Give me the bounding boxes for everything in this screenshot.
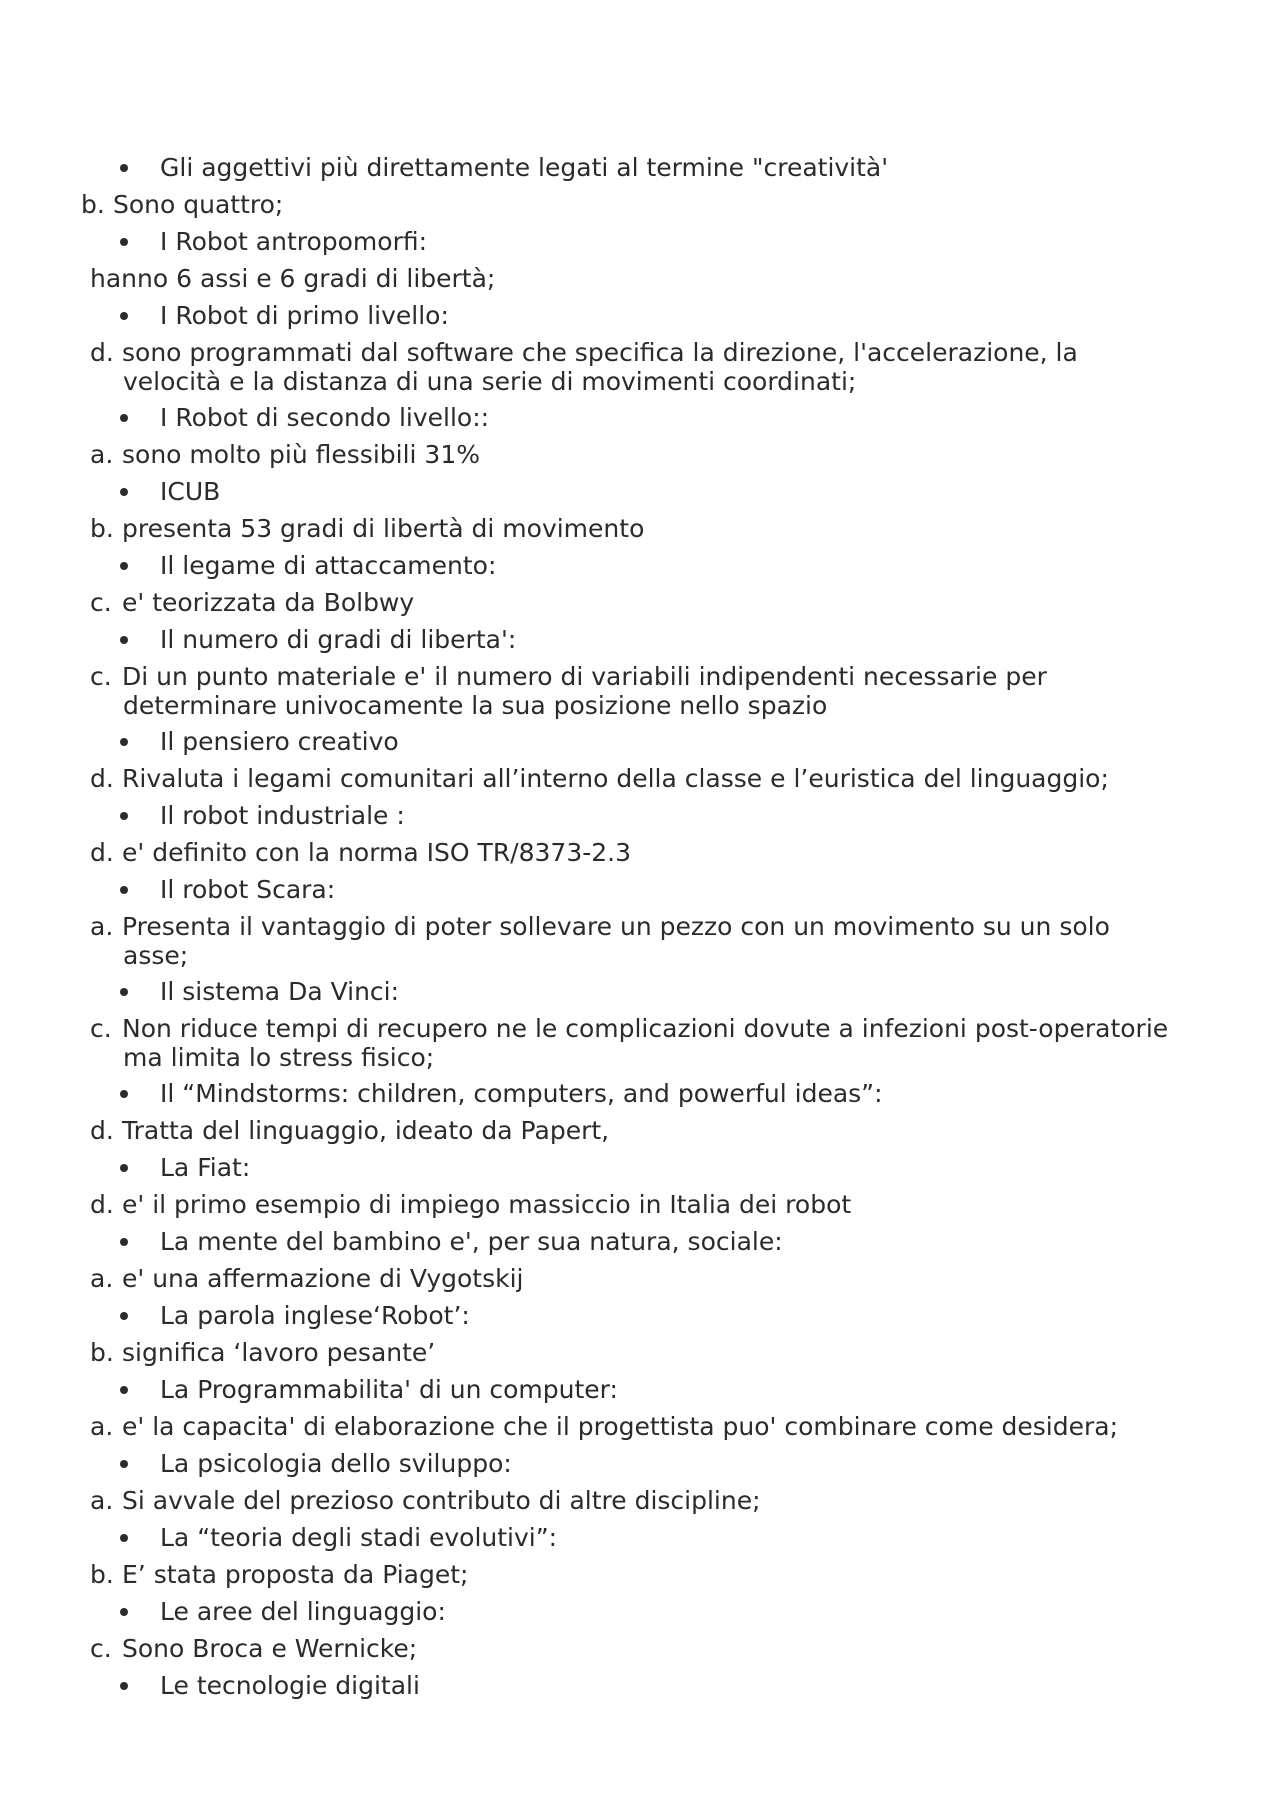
bullet-icon [120,1386,128,1394]
question-text: Le aree del linguaggio: [160,1597,446,1626]
bullet-icon [120,562,128,570]
answer-continuation: velocità e la distanza di una serie di movimenti coordinati; [123,367,857,396]
question-text: Il robot industriale : [160,801,405,830]
answer-text: E’ stata proposta da Piaget; [122,1560,469,1589]
answer-text: e' una affermazione di Vygotskij [122,1264,524,1293]
answer-item [90,440,480,469]
answer-letter: c. [90,1634,112,1663]
question-text: Il numero di gradi di liberta': [160,625,517,654]
answer-text: e' il primo esempio di impiego massiccio in Italia dei robot [122,1190,852,1219]
answer-text: Sono quattro; [113,190,284,219]
answer-text: Tratta del linguaggio, ideato da Papert, [122,1116,610,1145]
bullet-icon [120,488,128,496]
answer-item [90,662,1047,720]
answer-text: significa ‘lavoro pesante’ [122,1338,436,1367]
bullet-icon [120,738,128,746]
bullet-icon [120,812,128,820]
answer-letter: d. [90,764,114,793]
answer-item [90,1560,468,1589]
answer-letter: d. [90,838,114,867]
answer-text: sono molto più flessibili 31% [122,440,480,469]
question-text: Il “Mindstorms: children, computers, and powerful ideas”: [160,1079,883,1108]
answer-text: e' teorizzata da Bolbwy [122,588,415,617]
answer-text-plain: hanno 6 assi e 6 gradi di libertà; [90,264,496,293]
answer-letter: a. [90,440,114,469]
answer-item [81,190,283,219]
answer-letter: b. [81,190,105,219]
question-text: Il robot Scara: [160,875,336,904]
answer-item [90,1338,435,1367]
answer-letter: c. [90,1014,112,1043]
answer-continuation: determinare univocamente la sua posizione nello spazio [123,691,828,720]
answer-item [90,1264,523,1293]
question-text: Il sistema Da Vinci: [160,977,400,1006]
question-text: Il legame di attaccamento: [160,551,497,580]
answer-item [90,1486,761,1515]
answer-letter: a. [90,912,114,941]
answer-letter: c. [90,662,112,691]
bullet-icon [120,886,128,894]
answer-text: Sono Broca e Wernicke; [122,1634,418,1663]
question-text: La psicologia dello sviluppo: [160,1449,512,1478]
question-text: La Programmabilita' di un computer: [160,1375,618,1404]
bullet-icon [120,1090,128,1098]
answer-item [90,1116,609,1145]
bullet-icon [120,312,128,320]
answer-letter: a. [90,1486,114,1515]
answer-text: Presenta il vantaggio di poter sollevare un pezzo con un movimento su un solo [122,912,1110,941]
question-text: La mente del bambino e', per sua natura, sociale: [160,1227,783,1256]
question-text: La “teoria degli stadi evolutivi”: [160,1523,558,1552]
question-text: Gli aggettivi più direttamente legati al termine "creatività' [160,153,889,182]
answer-item [90,1412,1118,1441]
answer-text: Di un punto materiale e' il numero di variabili indipendenti necessarie per [122,662,1047,691]
answer-text: Rivaluta i legami comunitari all’interno della classe e l’euristica del linguaggio; [122,764,1109,793]
answer-text: Si avvale del prezioso contributo di altre discipline; [122,1486,761,1515]
question-text: I Robot di secondo livello:: [160,403,490,432]
answer-item [90,838,631,867]
question-text: ICUB [160,477,221,506]
bullet-icon [120,1164,128,1172]
question-text: Il pensiero creativo [160,727,399,756]
answer-letter: a. [90,1412,114,1441]
answer-item [90,588,414,617]
bullet-icon [120,238,128,246]
answer-letter: a. [90,1264,114,1293]
answer-text: e' la capacita' di elaborazione che il progettista puo' combinare come desidera; [122,1412,1119,1441]
answer-letter: b. [90,514,114,543]
answer-letter: b. [90,1338,114,1367]
answer-item [90,338,1078,396]
answer-letter: b. [90,1560,114,1589]
answer-text: Non riduce tempi di recupero ne le complicazioni dovute a infezioni post-operatorie [122,1014,1169,1043]
bullet-icon [120,1460,128,1468]
answer-letter: d. [90,1190,114,1219]
answer-text: sono programmati dal software che specifica la direzione, l'accelerazione, la [122,338,1078,367]
answer-letter: c. [90,588,112,617]
answer-item [90,1190,851,1219]
answer-item [90,1634,417,1663]
bullet-icon [120,1312,128,1320]
bullet-icon [120,1238,128,1246]
answer-item [90,912,1110,970]
question-text: La parola inglese‘Robot’: [160,1301,470,1330]
answer-item [90,1014,1169,1072]
answer-text: e' definito con la norma ISO TR/8373-2.3 [122,838,632,867]
bullet-icon [120,164,128,172]
question-text: Le tecnologie digitali [160,1671,420,1700]
question-text: I Robot antropomorfi: [160,227,428,256]
bullet-icon [120,1534,128,1542]
bullet-icon [120,414,128,422]
bullet-icon [120,1682,128,1690]
answer-text: presenta 53 gradi di libertà di movimento [122,514,645,543]
answer-continuation: asse; [123,941,189,970]
answer-item [90,514,644,543]
bullet-icon [120,1608,128,1616]
answer-continuation: ma limita lo stress fisico; [123,1043,435,1072]
question-text: La Fiat: [160,1153,251,1182]
answer-item [90,764,1109,793]
bullet-icon [120,988,128,996]
answer-letter: d. [90,1116,114,1145]
bullet-icon [120,636,128,644]
question-text: I Robot di primo livello: [160,301,449,330]
answer-letter: d. [90,338,114,367]
